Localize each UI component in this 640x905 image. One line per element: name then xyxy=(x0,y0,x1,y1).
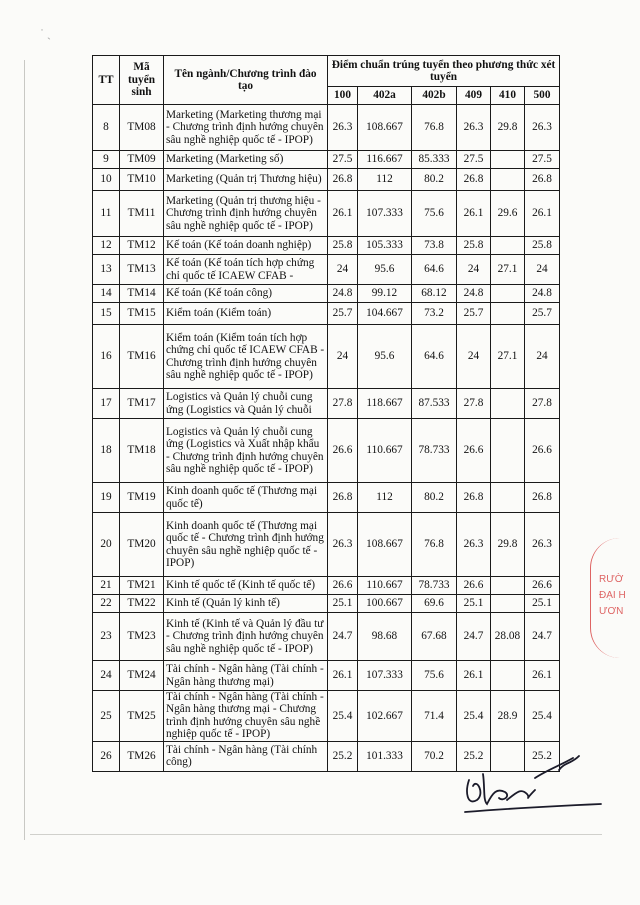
score-402a: 99.12 xyxy=(358,285,412,303)
score-100: 26.6 xyxy=(328,577,358,595)
row-tt: 26 xyxy=(93,741,120,771)
score-100: 26.8 xyxy=(328,483,358,513)
score-402b: 71.4 xyxy=(412,691,457,742)
row-program-name: Marketing (Marketing thương mại - Chương trình định hướng chuyên sâu nghề nghiệp quốc tế - IPOP) xyxy=(164,105,328,151)
score-402b: 78.733 xyxy=(412,577,457,595)
score-100: 25.1 xyxy=(328,595,358,613)
table-row xyxy=(93,325,560,389)
red-seal-stamp xyxy=(590,538,640,658)
score-100: 25.4 xyxy=(328,691,358,742)
score-500: 27.5 xyxy=(525,151,560,169)
score-409: 25.8 xyxy=(457,237,491,255)
score-402a: 104.667 xyxy=(358,303,412,325)
score-402a: 110.667 xyxy=(358,577,412,595)
score-402b: 80.2 xyxy=(412,483,457,513)
score-409: 25.7 xyxy=(457,303,491,325)
score-410 xyxy=(491,483,525,513)
score-409: 24.7 xyxy=(457,613,491,661)
row-tt: 14 xyxy=(93,285,120,303)
row-code: TM14 xyxy=(120,285,164,303)
score-402b: 76.8 xyxy=(412,105,457,151)
table-header xyxy=(93,56,560,105)
row-code: TM25 xyxy=(120,691,164,742)
score-402b: 76.8 xyxy=(412,513,457,577)
score-402a: 112 xyxy=(358,169,412,191)
score-402a: 112 xyxy=(358,483,412,513)
row-program-name: Marketing (Quản trị thương hiệu - Chương trình định hướng chuyên sâu nghề nghiệp quốc tế - IPOP) xyxy=(164,191,328,237)
score-410 xyxy=(491,303,525,325)
page-edge-left xyxy=(24,60,25,840)
score-409: 26.1 xyxy=(457,661,491,691)
row-code: TM19 xyxy=(120,483,164,513)
score-409: 26.1 xyxy=(457,191,491,237)
header-method-402a: 402a xyxy=(358,87,412,105)
score-409: 25.4 xyxy=(457,691,491,742)
header-method-410: 410 xyxy=(491,87,525,105)
row-tt: 11 xyxy=(93,191,120,237)
row-code: TM13 xyxy=(120,255,164,285)
score-410 xyxy=(491,595,525,613)
table-row xyxy=(93,389,560,419)
score-409: 25.2 xyxy=(457,741,491,771)
score-500: 26.3 xyxy=(525,513,560,577)
row-tt: 16 xyxy=(93,325,120,389)
table-row xyxy=(93,151,560,169)
score-500: 24.7 xyxy=(525,613,560,661)
score-402b: 85.333 xyxy=(412,151,457,169)
row-code: TM17 xyxy=(120,389,164,419)
score-410: 29.8 xyxy=(491,513,525,577)
row-tt: 8 xyxy=(93,105,120,151)
row-code: TM23 xyxy=(120,613,164,661)
table-row xyxy=(93,577,560,595)
score-100: 27.8 xyxy=(328,389,358,419)
score-402a: 108.667 xyxy=(358,105,412,151)
row-tt: 9 xyxy=(93,151,120,169)
row-tt: 18 xyxy=(93,419,120,483)
row-code: TM18 xyxy=(120,419,164,483)
row-code: TM20 xyxy=(120,513,164,577)
score-409: 27.5 xyxy=(457,151,491,169)
score-100: 25.2 xyxy=(328,741,358,771)
score-500: 26.6 xyxy=(525,419,560,483)
row-program-name: Logistics và Quản lý chuỗi cung ứng (Logistics và Xuất nhập khẩu - Chương trình định hướng chuyên sâu nghề nghiệp quốc tế - IPOP) xyxy=(164,419,328,483)
score-402a: 101.333 xyxy=(358,741,412,771)
header-method-402b: 402b xyxy=(412,87,457,105)
score-100: 24.7 xyxy=(328,613,358,661)
score-500: 25.4 xyxy=(525,691,560,742)
score-410 xyxy=(491,389,525,419)
score-402b: 75.6 xyxy=(412,661,457,691)
score-410 xyxy=(491,661,525,691)
score-402a: 107.333 xyxy=(358,191,412,237)
header-method-group: Điểm chuẩn trúng tuyển theo phương thức xét tuyển xyxy=(328,56,560,87)
score-500: 24 xyxy=(525,325,560,389)
score-402a: 105.333 xyxy=(358,237,412,255)
score-410 xyxy=(491,577,525,595)
score-410: 27.1 xyxy=(491,325,525,389)
score-409: 26.3 xyxy=(457,105,491,151)
row-code: TM12 xyxy=(120,237,164,255)
header-method-409: 409 xyxy=(457,87,491,105)
page-edge-bottom xyxy=(30,834,602,835)
score-100: 26.3 xyxy=(328,105,358,151)
row-tt: 12 xyxy=(93,237,120,255)
row-code: TM11 xyxy=(120,191,164,237)
row-program-name: Kinh tế (Quản lý kinh tế) xyxy=(164,595,328,613)
handwritten-signature xyxy=(455,748,605,818)
row-program-name: Kiểm toán (Kiểm toán) xyxy=(164,303,328,325)
row-tt: 13 xyxy=(93,255,120,285)
score-500: 25.1 xyxy=(525,595,560,613)
score-410: 28.08 xyxy=(491,613,525,661)
score-402a: 95.6 xyxy=(358,325,412,389)
stamp-line: ĐẠI H xyxy=(599,590,626,601)
table-row xyxy=(93,105,560,151)
table-row xyxy=(93,169,560,191)
score-402b: 78.733 xyxy=(412,419,457,483)
score-410: 28.9 xyxy=(491,691,525,742)
score-410 xyxy=(491,169,525,191)
score-402a: 107.333 xyxy=(358,661,412,691)
score-402b: 75.6 xyxy=(412,191,457,237)
table-row xyxy=(93,303,560,325)
row-program-name: Kinh doanh quốc tế (Thương mại quốc tế) xyxy=(164,483,328,513)
table-row xyxy=(93,661,560,691)
row-program-name: Marketing (Marketing số) xyxy=(164,151,328,169)
score-409: 24.8 xyxy=(457,285,491,303)
score-100: 25.8 xyxy=(328,237,358,255)
score-402a: 95.6 xyxy=(358,255,412,285)
row-tt: 19 xyxy=(93,483,120,513)
table-row xyxy=(93,191,560,237)
score-402a: 108.667 xyxy=(358,513,412,577)
row-tt: 25 xyxy=(93,691,120,742)
row-code: TM10 xyxy=(120,169,164,191)
score-409: 26.6 xyxy=(457,419,491,483)
score-100: 26.3 xyxy=(328,513,358,577)
row-program-name: Tài chính - Ngân hàng (Tài chính - Ngân hàng thương mại - Chương trình định hướng chuyên sâu nghề nghiệp quốc tế - IPOP) xyxy=(164,691,328,742)
score-500: 26.1 xyxy=(525,661,560,691)
row-code: TM26 xyxy=(120,741,164,771)
score-409: 26.8 xyxy=(457,483,491,513)
row-tt: 10 xyxy=(93,169,120,191)
row-code: TM16 xyxy=(120,325,164,389)
row-tt: 17 xyxy=(93,389,120,419)
score-500: 26.1 xyxy=(525,191,560,237)
row-program-name: Marketing (Quản trị Thương hiệu) xyxy=(164,169,328,191)
score-500: 24 xyxy=(525,255,560,285)
score-402a: 100.667 xyxy=(358,595,412,613)
row-program-name: Tài chính - Ngân hàng (Tài chính - Ngân hàng thương mại) xyxy=(164,661,328,691)
score-402b: 70.2 xyxy=(412,741,457,771)
score-410 xyxy=(491,285,525,303)
header-name: Tên ngành/Chương trình đào tạo xyxy=(164,56,328,105)
score-500: 24.8 xyxy=(525,285,560,303)
row-program-name: Tài chính - Ngân hàng (Tài chính công) xyxy=(164,741,328,771)
score-402b: 69.6 xyxy=(412,595,457,613)
table-body xyxy=(93,105,560,772)
score-402a: 118.667 xyxy=(358,389,412,419)
row-code: TM09 xyxy=(120,151,164,169)
score-500: 25.7 xyxy=(525,303,560,325)
row-program-name: Kinh tế (Kinh tế và Quản lý đầu tư - Chương trình định hướng chuyên sâu nghề nghiệp quốc tế - IPOP) xyxy=(164,613,328,661)
row-program-name: Kế toán (Kế toán doanh nghiệp) xyxy=(164,237,328,255)
score-100: 26.1 xyxy=(328,191,358,237)
score-410 xyxy=(491,151,525,169)
score-402a: 110.667 xyxy=(358,419,412,483)
score-409: 24 xyxy=(457,325,491,389)
table-row xyxy=(93,419,560,483)
table-row xyxy=(93,595,560,613)
score-402b: 73.2 xyxy=(412,303,457,325)
row-tt: 21 xyxy=(93,577,120,595)
score-409: 24 xyxy=(457,255,491,285)
score-500: 26.6 xyxy=(525,577,560,595)
row-program-name: Kiểm toán (Kiểm toán tích hợp chứng chỉ quốc tế ICAEW CFAB - Chương trình định hướng chuyên sâu nghề nghiệp quốc tế - IPOP) xyxy=(164,325,328,389)
score-402b: 67.68 xyxy=(412,613,457,661)
score-402a: 116.667 xyxy=(358,151,412,169)
score-402a: 102.667 xyxy=(358,691,412,742)
score-402b: 64.6 xyxy=(412,255,457,285)
score-402b: 80.2 xyxy=(412,169,457,191)
score-500: 25.2 xyxy=(525,741,560,771)
score-410: 29.6 xyxy=(491,191,525,237)
row-program-name: Kế toán (Kế toán công) xyxy=(164,285,328,303)
row-tt: 23 xyxy=(93,613,120,661)
row-tt: 22 xyxy=(93,595,120,613)
row-code: TM21 xyxy=(120,577,164,595)
score-402b: 87.533 xyxy=(412,389,457,419)
score-100: 26.1 xyxy=(328,661,358,691)
row-tt: 20 xyxy=(93,513,120,577)
row-program-name: Logistics và Quản lý chuỗi cung ứng (Logistics và Quản lý chuỗi xyxy=(164,389,328,419)
score-500: 26.8 xyxy=(525,169,560,191)
score-500: 26.8 xyxy=(525,483,560,513)
header-method-100: 100 xyxy=(328,87,358,105)
row-tt: 24 xyxy=(93,661,120,691)
score-402a: 98.68 xyxy=(358,613,412,661)
score-402b: 68.12 xyxy=(412,285,457,303)
score-410: 27.1 xyxy=(491,255,525,285)
score-409: 27.8 xyxy=(457,389,491,419)
score-410 xyxy=(491,419,525,483)
table-row xyxy=(93,613,560,661)
score-409: 25.1 xyxy=(457,595,491,613)
header-method-500: 500 xyxy=(525,87,560,105)
stamp-line: RƯỜ xyxy=(599,574,624,585)
score-500: 25.8 xyxy=(525,237,560,255)
row-tt: 15 xyxy=(93,303,120,325)
score-100: 24 xyxy=(328,325,358,389)
table-row xyxy=(93,691,560,742)
table-row xyxy=(93,483,560,513)
score-402b: 64.6 xyxy=(412,325,457,389)
admission-score-table xyxy=(92,55,560,772)
score-100: 25.7 xyxy=(328,303,358,325)
table-row xyxy=(93,285,560,303)
stamp-line: ƯƠN xyxy=(599,606,624,617)
row-code: TM22 xyxy=(120,595,164,613)
score-100: 24 xyxy=(328,255,358,285)
header-code: Mã tuyển sinh xyxy=(120,56,164,105)
table-row xyxy=(93,255,560,285)
scan-mark: ˙ ˏ xyxy=(40,26,51,40)
row-code: TM24 xyxy=(120,661,164,691)
header-tt: TT xyxy=(93,56,120,105)
row-program-name: Kinh tế quốc tế (Kinh tế quốc tế) xyxy=(164,577,328,595)
score-500: 27.8 xyxy=(525,389,560,419)
score-410: 29.8 xyxy=(491,105,525,151)
score-100: 26.6 xyxy=(328,419,358,483)
score-100: 27.5 xyxy=(328,151,358,169)
score-410 xyxy=(491,237,525,255)
score-100: 24.8 xyxy=(328,285,358,303)
score-402b: 73.8 xyxy=(412,237,457,255)
score-409: 26.6 xyxy=(457,577,491,595)
table-row xyxy=(93,513,560,577)
score-409: 26.3 xyxy=(457,513,491,577)
table-row xyxy=(93,237,560,255)
score-500: 26.3 xyxy=(525,105,560,151)
score-409: 26.8 xyxy=(457,169,491,191)
score-100: 26.8 xyxy=(328,169,358,191)
row-code: TM15 xyxy=(120,303,164,325)
row-program-name: Kinh doanh quốc tế (Thương mại quốc tế - Chương trình định hướng chuyên sâu nghề nghiệp quốc tế - IPOP) xyxy=(164,513,328,577)
row-program-name: Kế toán (Kế toán tích hợp chứng chỉ quốc tế ICAEW CFAB - xyxy=(164,255,328,285)
row-code: TM08 xyxy=(120,105,164,151)
